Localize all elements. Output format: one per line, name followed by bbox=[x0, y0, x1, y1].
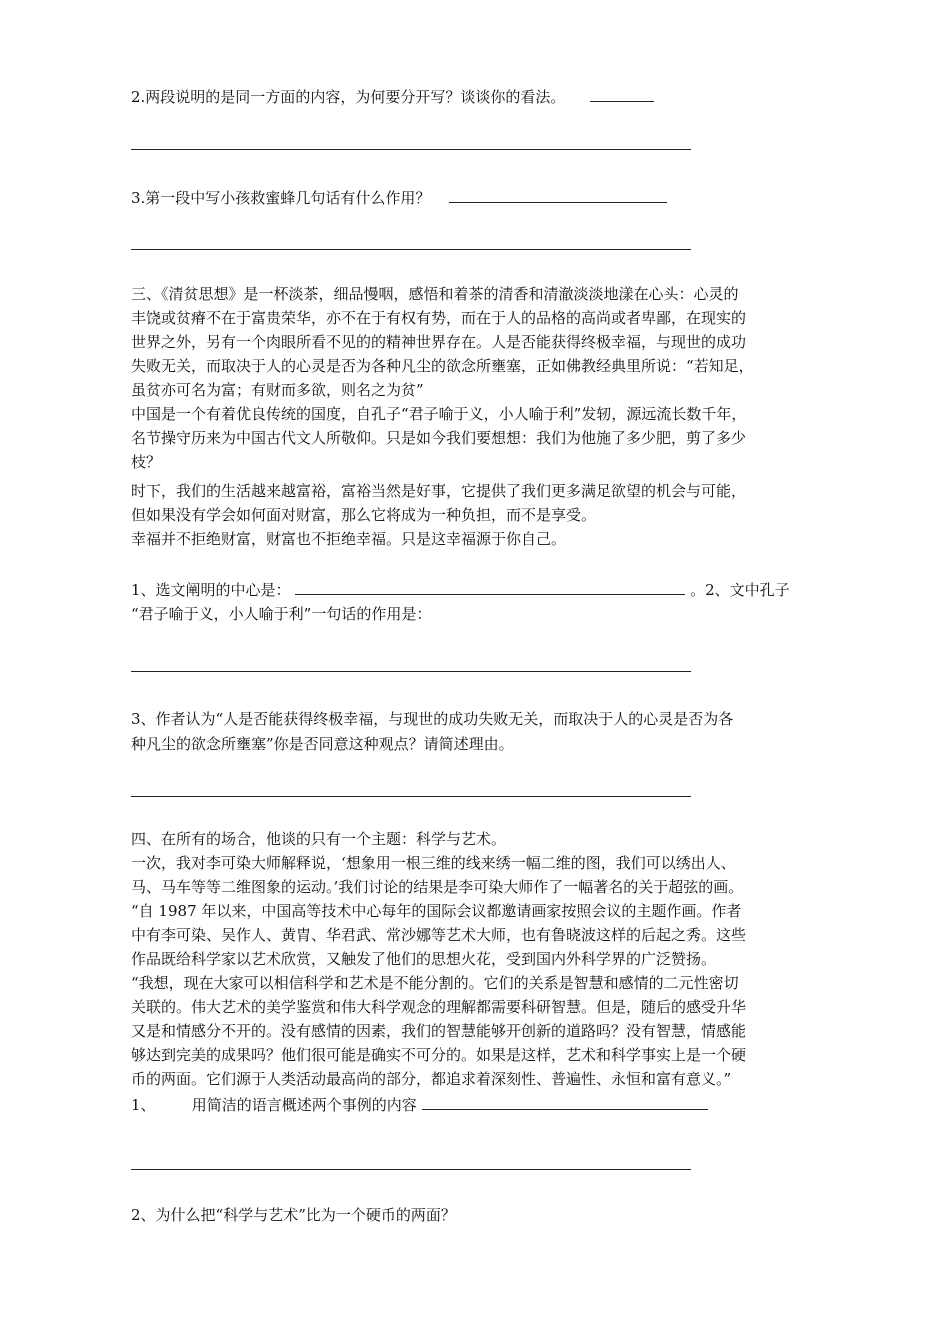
sec3-question-3-line: 种凡尘的欲念所壅塞”你是否同意这种观点？请简述理由。 bbox=[131, 735, 514, 753]
passage-line: 又是和情感分不开的。没有感情的因素，我们的智慧能够开创新的道路吗？没有智慧，情感能 bbox=[131, 1022, 747, 1040]
sec3-question-1 bbox=[131, 578, 790, 601]
passage-line: “我想，现在大家可以相信科学和艺术是不能分割的。它们的关系是智慧和感情的二元性密切 bbox=[131, 974, 739, 992]
passage-line: 四、在所有的场合，他谈的只有一个主题：科学与艺术。 bbox=[131, 830, 507, 848]
passage-line: 中有李可染、吴作人、黄胄、华君武、常沙娜等艺术大师，也有鲁晓波这样的后起之秀。这些 bbox=[131, 926, 747, 944]
passage-line: 时下，我们的生活越来越富裕，富裕当然是好事，它提供了我们更多满足欲望的机会与可能， bbox=[131, 482, 747, 500]
passage-line: 世界之外，另有一个肉眼所看不见的的精神世界存在。人是否能获得终极幸福，与现世的成功 bbox=[131, 333, 747, 351]
passage-line: “自 1987 年以来，中国高等技术中心每年的国际会议都邀请画家按照会议的主题作画。作者 bbox=[131, 902, 742, 920]
question-2-text: 2.两段说明的是同一方面的内容，为何要分开写？谈谈你的看法。 bbox=[131, 88, 566, 106]
answer-blank[interactable] bbox=[422, 1093, 708, 1110]
passage-line: 一次，我对李可染大师解释说，‘想象用一根三维的线来绣一幅二维的图，我们可以绣出人、 bbox=[131, 854, 736, 872]
passage-line: 马、马车等等二维图象的运动。’我们讨论的结果是李可染大师作了一幅著名的关于超弦的画。 bbox=[131, 878, 744, 896]
question-3 bbox=[131, 186, 667, 209]
answer-line[interactable] bbox=[131, 1169, 691, 1170]
passage-line: 关联的。伟大艺术的美学鉴赏和伟大科学观念的理解都需要科研智慧。但是，随后的感受升华 bbox=[131, 998, 747, 1016]
answer-line[interactable] bbox=[131, 796, 691, 797]
question-3-text: 3.第一段中写小孩救蜜蜂几句话有什么作用？ bbox=[131, 189, 431, 207]
passage-line: 币的两面。它们源于人类活动最高尚的部分，都追求着深刻性、普遍性、永恒和富有意义。” bbox=[131, 1070, 732, 1088]
answer-line[interactable] bbox=[131, 249, 691, 250]
passage-line: 三、《清贫思想》是一杯淡茶，细品慢咽，感悟和着茶的清香和清澈淡淡地漾在心头：心灵的 bbox=[131, 285, 739, 303]
answer-blank[interactable] bbox=[590, 85, 654, 102]
answer-blank[interactable] bbox=[449, 186, 667, 203]
sec4-question-1 bbox=[131, 1093, 708, 1116]
passage-line: 作品既给科学家以艺术欣赏，又触发了他们的思想火花，受到国内外科学界的广泛赞扬。 bbox=[131, 950, 717, 968]
passage-line: 幸福并不拒绝财富，财富也不拒绝幸福。只是这幸福源于你自己。 bbox=[131, 530, 567, 548]
passage-line: 枝？ bbox=[131, 453, 162, 471]
passage-line: 中国是一个有着优良传统的国度，自孔子“君子喻于义，小人喻于利”发轫，源远流长数千年， bbox=[131, 405, 747, 423]
passage-line: 失败无关，而取决于人的心灵是否为各种凡尘的欲念所壅塞，正如佛教经典里所说：“若知足， bbox=[131, 357, 754, 375]
question-2 bbox=[131, 85, 654, 108]
passage-line: 虽贫亦可名为富；有财而多欲，则名之为贫” bbox=[131, 381, 424, 399]
sec3-question-3-line: 3、作者认为“人是否能获得终极幸福，与现世的成功失败无关，而取决于人的心灵是否为各 bbox=[131, 710, 734, 728]
answer-blank[interactable] bbox=[295, 578, 685, 595]
passage-line: 名节操守历来为中国古代文人所敬仰。只是如今我们要想想：我们为他施了多少肥，剪了多少 bbox=[131, 429, 747, 447]
answer-line[interactable] bbox=[131, 149, 691, 150]
sec4-q1-text: 用简洁的语言概述两个事例的内容 bbox=[191, 1096, 417, 1114]
sec3-question-2: “君子喻于义，小人喻于利”一句话的作用是： bbox=[131, 605, 432, 623]
sec4-q1-number: 1、 bbox=[131, 1096, 156, 1114]
passage-line: 够达到完美的成果吗？他们很可能是确实不可分的。如果是这样，艺术和科学事实上是一个硬 bbox=[131, 1046, 747, 1064]
sec4-question-2: 2、为什么把“科学与艺术”比为一个硬币的两面？ bbox=[131, 1206, 456, 1224]
sec3-q1-label: 1、选文阐明的中心是： bbox=[131, 581, 291, 599]
passage-line: 丰饶或贫瘠不在于富贵荣华，亦不在于有权有势，而在于人的品格的高尚或者卑鄙，在现实的 bbox=[131, 309, 747, 327]
answer-line[interactable] bbox=[131, 671, 691, 672]
sec3-q2-label: 。2、文中孔子 bbox=[690, 581, 790, 599]
passage-line: 但如果没有学会如何面对财富，那么它将成为一种负担，而不是享受。 bbox=[131, 506, 597, 524]
